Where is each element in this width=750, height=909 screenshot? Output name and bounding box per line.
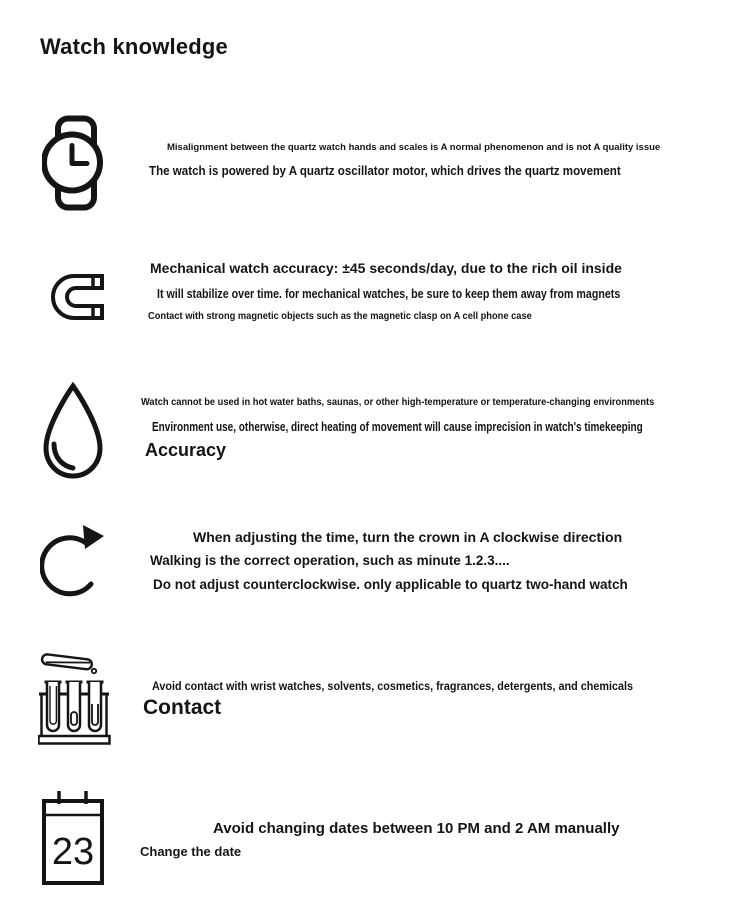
adjust-counterclockwise-text: Do not adjust counterclockwise. only applicable to quartz two-hand watch [153,577,628,592]
clockwise-arrow-icon [40,520,106,608]
date-avoid-text: Avoid changing dates between 10 PM and 2 AM manually [213,820,620,837]
magnet-contact-text: Contact with strong magnetic objects such as the magnetic clasp on A cell phone case [148,311,532,322]
pouring-tube [42,654,93,670]
adjust-clockwise-text: When adjusting the time, turn the crown in A clockwise direction [193,529,623,545]
watch-icon [42,115,105,211]
calendar-icon [42,791,104,886]
contact-heading: Contact [143,696,222,719]
temperature-environment-text: Environment use, otherwise, direct heating of movement will cause imprecision in watch's timekeeping [152,419,643,434]
water-drop-icon [40,382,106,482]
adjust-walking-text: Walking is the correct operation, such as minute 1.2.3.... [150,553,510,568]
pour-drop [92,669,96,673]
magnet-stabilize-text: It will stabilize over time. for mechanical watches, be sure to keep them away from magnets [157,286,621,301]
accuracy-heading: Accuracy [145,440,227,460]
change-date-text: Change the date [140,844,242,859]
quartz-note-text: Misalignment between the quartz watch hands and scales is A normal phenomenon and is not A quality issue [167,142,661,153]
magnet-icon [42,266,106,326]
calendar-day-number: 23 [51,831,95,873]
test-tubes-icon [38,648,112,746]
quartz-main-text: The watch is powered by A quartz oscillator motor, which drives the quartz movement [149,163,621,178]
magnet-accuracy-text: Mechanical watch accuracy: ±45 seconds/day, due to the rich oil inside [150,260,622,276]
chemical-avoid-text: Avoid contact with wrist watches, solvents, cosmetics, fragrances, detergents, and chemicals [152,679,633,693]
arrowhead [83,525,104,549]
page-title: Watch knowledge [40,34,228,59]
temperature-note-text: Watch cannot be used in hot water baths, saunas, or other high-temperature or temperature-changing environments [141,397,655,408]
